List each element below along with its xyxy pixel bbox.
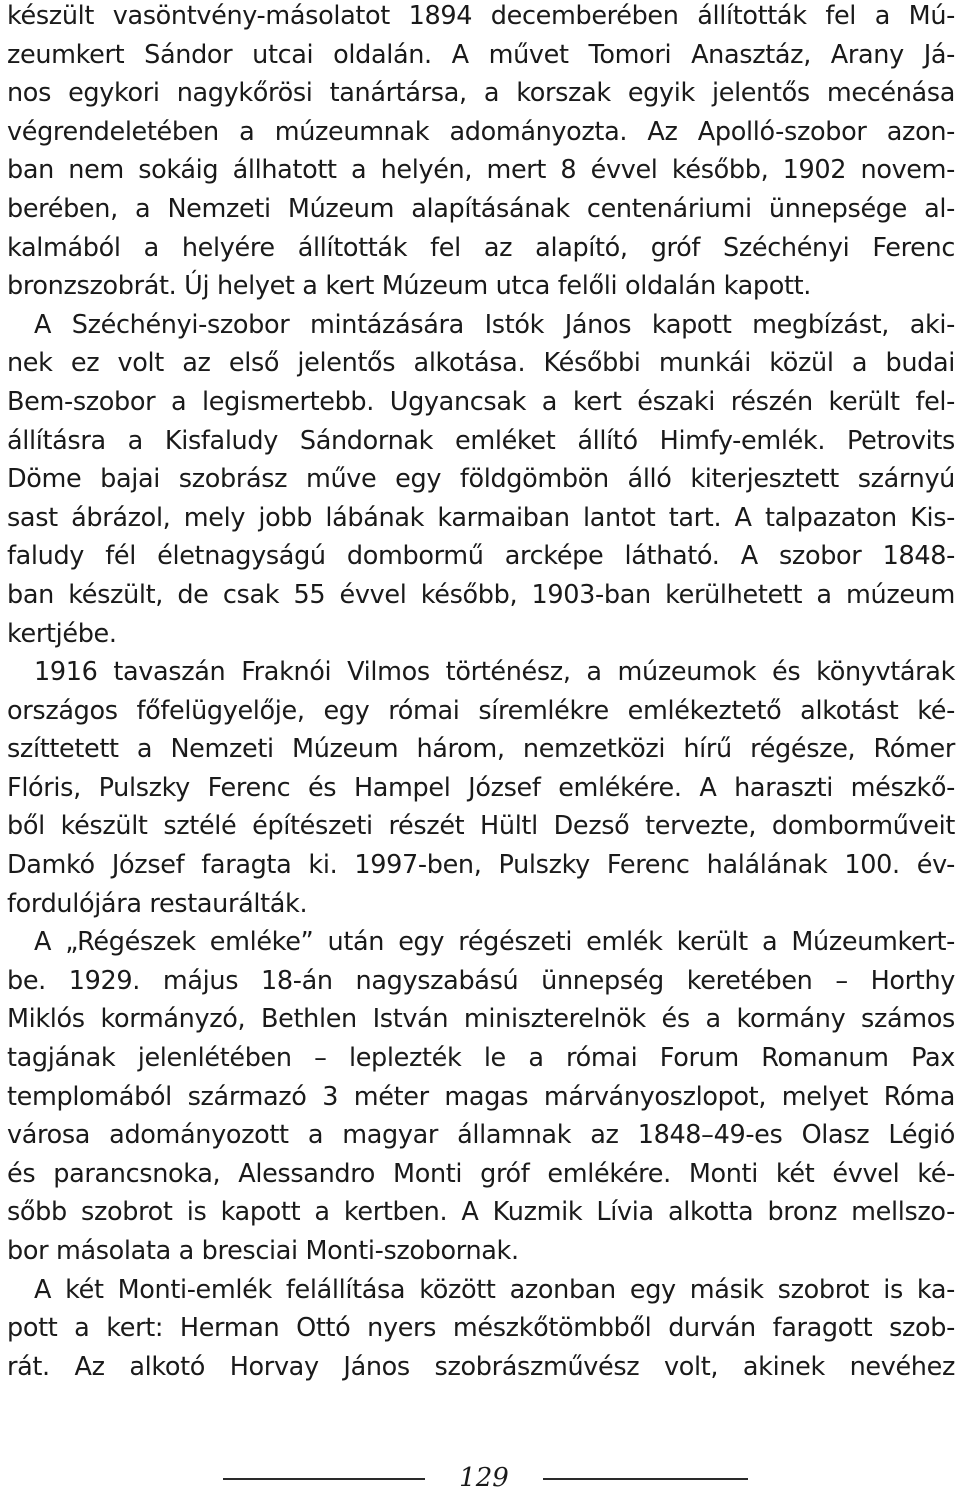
text-line: rát. Az alkotó Horvay János szobrászművész volt, akinek nevéhez [7, 1351, 955, 1382]
text-line: tagjának jelenlétében – leplezték le a római Forum Romanum Pax [7, 1043, 955, 1074]
paragraph [7, 653, 955, 923]
text-line: bronzszobrát. Új helyet a kert Múzeum utca felőli oldalán kapott. [7, 271, 812, 302]
paragraph [7, 1271, 955, 1387]
text-line: ből készült sztélé építészeti részét Hültl Dezső tervezte, domborműveit [7, 811, 955, 842]
text-line: be. 1929. május 18-án nagyszabású ünnepség keretében – Horthy [7, 965, 955, 996]
text-line: sast ábrázol, mely jobb lábának karmaiban lantot tart. A talpazaton Kis- [7, 502, 955, 533]
footer-rule-left [223, 1478, 425, 1480]
text-line: sőbb szobrot is kapott a kertben. A Kuzmik Lívia alkotta bronz mellszo- [7, 1197, 955, 1228]
text-line: Miklós kormányzó, Bethlen István miniszterelnök és a kormány számos [7, 1004, 955, 1035]
text-line: városa adományozott a magyar államnak az 1848–49-es Olasz Légió [7, 1120, 955, 1151]
text-line: nek ez volt az első jelentős alkotása. Későbbi munkái közül a budai [7, 348, 955, 379]
text-line: fordulójára restaurálták. [7, 888, 308, 919]
text-line: készült vasöntvény-másolatot 1894 decemberében állították fel a Mú- [7, 1, 955, 31]
text-line: zeumkert Sándor utcai oldalán. A művet Tomori Anasztáz, Arany Já- [7, 39, 955, 70]
text-line: ban készült, de csak 55 évvel később, 1903-ban kerülhetett a múzeum [7, 579, 955, 610]
body-text [7, 0, 955, 1386]
text-line: Damkó József faragta ki. 1997-ben, Pulszky Ferenc halálának 100. év- [7, 850, 955, 881]
text-line: pott a kert: Herman Ottó nyers mészkőtömbből durván faragott szob- [7, 1313, 955, 1344]
page-number: 129 [459, 1463, 509, 1493]
paragraph [7, 0, 955, 306]
text-line: nos egykori nagykőrösi tanártársa, a korszak egyik jelentős mecénása [7, 78, 955, 109]
text-line: szíttetett a Nemzeti Múzeum három, nemzetközi hírű régésze, Rómer [7, 734, 955, 765]
book-page [7, 0, 955, 1497]
text-line: A két Monti-emlék felállítása között azonban egy másik szobrot is ka- [34, 1274, 955, 1305]
paragraph [7, 306, 955, 653]
text-line: templomából származó 3 méter magas márványoszlopot, melyet Róma [7, 1081, 955, 1112]
text-line: Döme bajai szobrász műve egy földgömbön álló kiterjesztett szárnyú [7, 464, 955, 495]
text-line: Bem-szobor a legismertebb. Ugyancsak a kert északi részén került fel- [7, 386, 955, 417]
text-line: országos főfelügyelője, egy római síremlékre emlékeztető alkotást ké- [7, 695, 955, 726]
text-line: ban nem sokáig állhatott a helyén, mert 8 évvel később, 1902 novem- [7, 155, 955, 186]
page-footer [7, 1462, 955, 1492]
text-line: kertjébe. [7, 618, 117, 649]
text-line: berében, a Nemzeti Múzeum alapításának centenáriumi ünnepsége al- [7, 193, 955, 224]
text-line: faludy fél életnagyságú dombormű arcképe látható. A szobor 1848- [7, 541, 955, 572]
text-line: bor másolata a bresciai Monti-szobornak. [7, 1236, 519, 1266]
text-line: Flóris, Pulszky Ferenc és Hampel József emlékére. A haraszti mészkő- [7, 772, 955, 803]
footer-rule-right [543, 1478, 748, 1480]
paragraph [7, 923, 955, 1270]
text-line: A Széchényi-szobor mintázására Istók János kapott megbízást, aki- [34, 309, 955, 340]
text-line: 1916 tavaszán Fraknói Vilmos történész, a múzeumok és könyvtárak [34, 657, 955, 688]
text-line: és parancsnoka, Alessandro Monti gróf emlékére. Monti két évvel ké- [7, 1158, 955, 1189]
text-line: kalmából a helyére állították fel az alapító, gróf Széchényi Ferenc [7, 232, 955, 263]
text-line: A „Régészek emléke” után egy régészeti emlék került a Múzeumkert- [34, 927, 955, 958]
text-line: állításra a Kisfaludy Sándornak emléket állító Himfy-emlék. Petrovits [7, 425, 955, 456]
text-line: végrendeletében a múzeumnak adományozta. Az Apolló-szobor azon- [7, 116, 955, 147]
